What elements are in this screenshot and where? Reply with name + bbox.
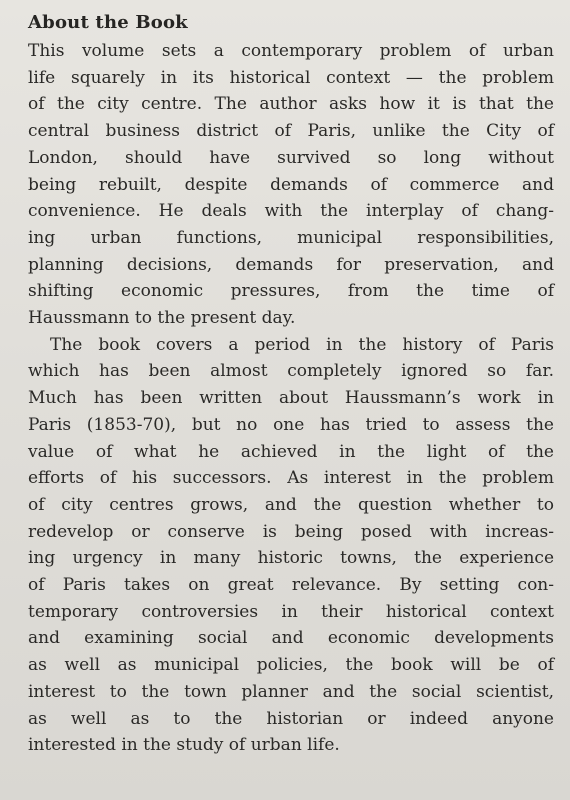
text-line: Much has been written about Haussmann’s work in	[28, 388, 554, 409]
text-line: central business district of Paris, unlike the City of	[28, 121, 554, 142]
section-heading: About the Book	[28, 12, 188, 33]
text-line: of Paris takes on great relevance. By setting con-	[28, 575, 554, 596]
text-line: redevelop or conserve is being posed with increas-	[28, 521, 554, 542]
text-line: as well as municipal policies, the book will be of	[28, 655, 554, 676]
text-line: ing urban functions, municipal responsibilities,	[28, 227, 554, 248]
paragraph-1	[28, 38, 554, 332]
text-line: interest to the town planner and the social scientist,	[28, 681, 554, 702]
text-line: efforts of his successors. As interest in the problem	[28, 468, 554, 489]
text-line: convenience. He deals with the interplay of chang-	[28, 201, 554, 222]
body-text	[28, 38, 554, 759]
text-line: planning decisions, demands for preservation, and	[28, 254, 554, 275]
text-line: being rebuilt, despite demands of commerce and	[28, 174, 554, 195]
text-line: The book covers a period in the history of Paris	[50, 334, 554, 355]
text-line: This volume sets a contemporary problem of urban	[28, 41, 554, 61]
text-line: temporary controversies in their historical context	[28, 601, 554, 622]
text-line: shifting economic pressures, from the time of	[28, 281, 554, 302]
text-line: as well as to the historian or indeed anyone	[28, 708, 554, 729]
paragraph-2	[28, 332, 554, 759]
text-line: which has been almost completely ignored so far.	[28, 361, 554, 382]
text-line: and examining social and economic developments	[28, 628, 554, 649]
text-line: of the city centre. The author asks how it is that the	[28, 94, 554, 115]
text-line: of city centres grows, and the question whether to	[28, 494, 554, 515]
text-line: interested in the study of urban life.	[28, 735, 340, 756]
text-line: Haussmann to the present day.	[28, 308, 296, 329]
text-line: London, should have survived so long without	[28, 147, 554, 168]
text-line: Paris (1853-70), but no one has tried to assess the	[28, 414, 554, 435]
text-line: value of what he achieved in the light of the	[28, 441, 554, 462]
text-line: life squarely in its historical context — the problem	[28, 67, 554, 88]
text-line: ing urgency in many historic towns, the experience	[28, 548, 554, 569]
